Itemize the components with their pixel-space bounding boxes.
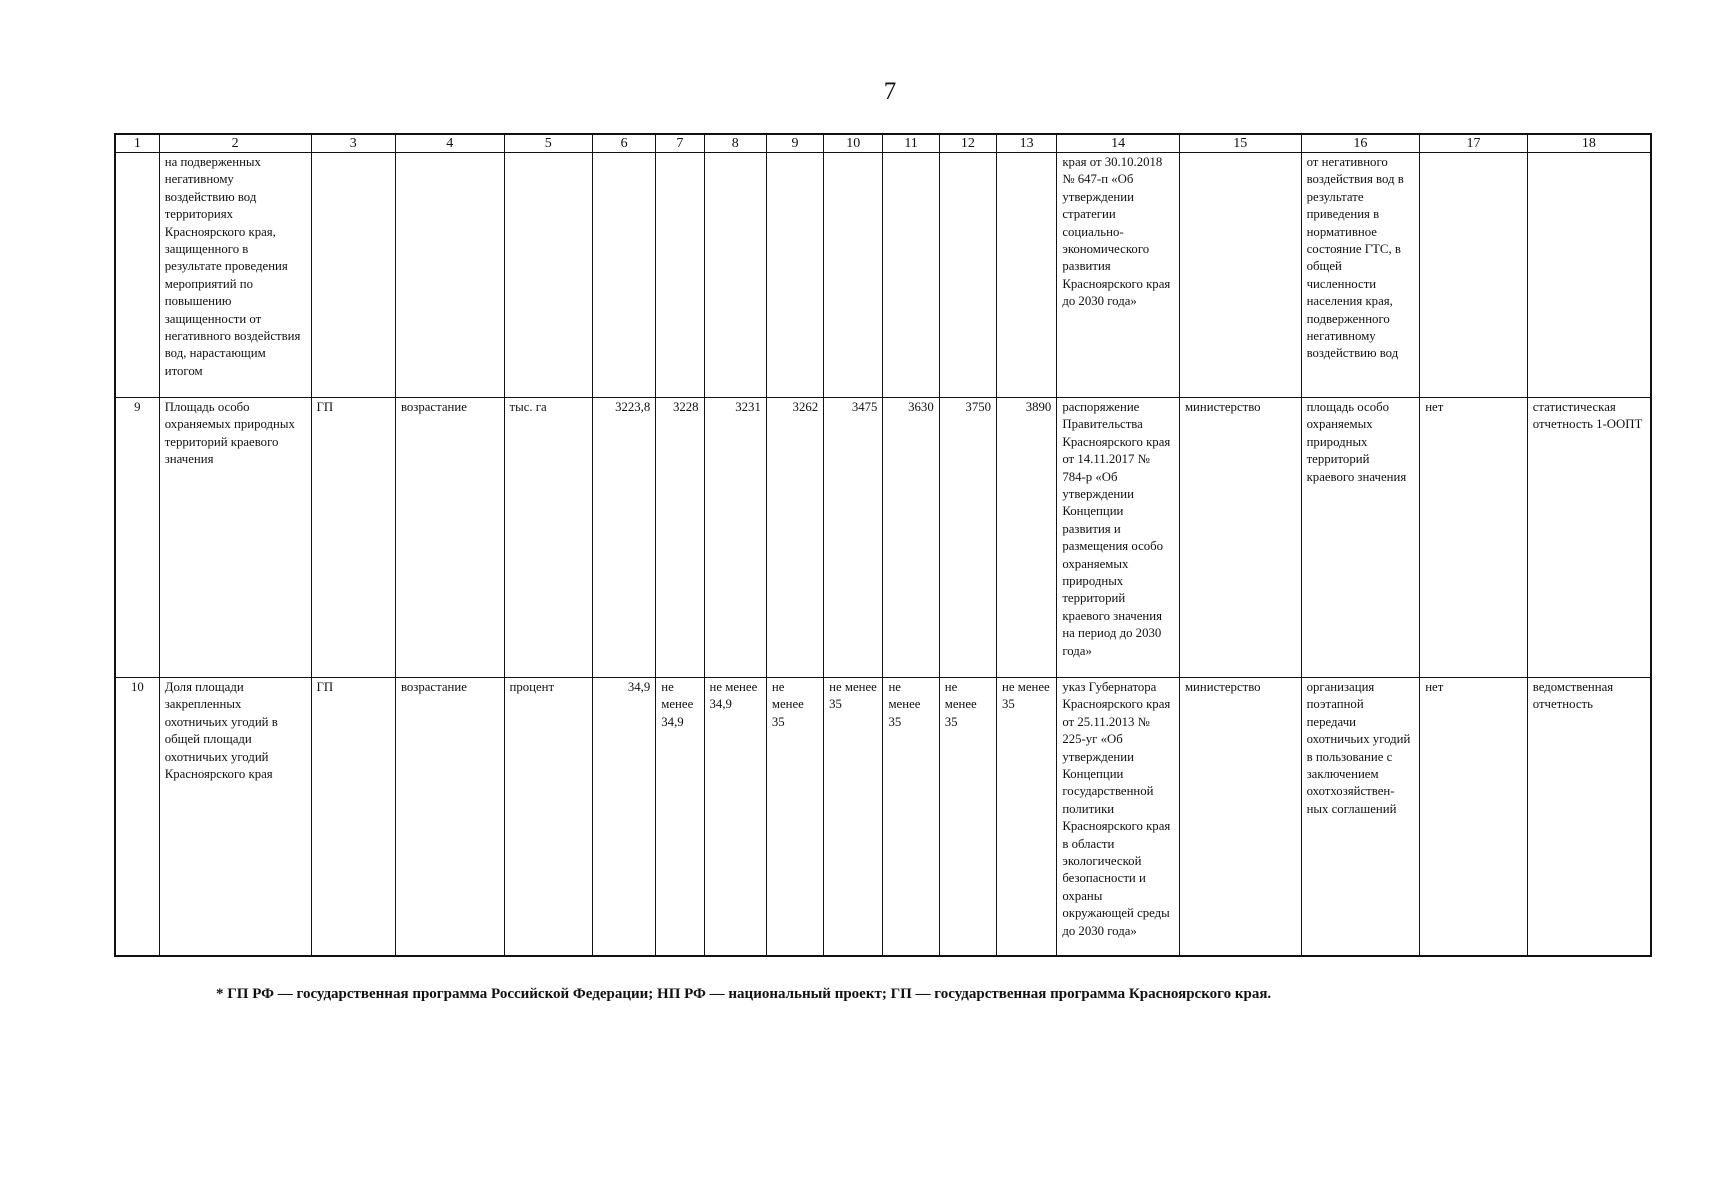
table-cell: не менее 35 (997, 678, 1057, 957)
table-cell: не менее 34,9 (704, 678, 766, 957)
row-number-cell: 10 (115, 678, 159, 957)
header-cell: 3 (311, 134, 395, 153)
footnote: * ГП РФ — государственная программа Российской Федерации; НП РФ — национальный проект; ГП — государственная программа Красноярского края. (216, 986, 1272, 1002)
table-cell (656, 153, 704, 398)
table-cell: возрастание (395, 678, 504, 957)
header-cell: 2 (159, 134, 311, 153)
table-cell: 3630 (883, 398, 939, 678)
table-cell: 3231 (704, 398, 766, 678)
table-cell: 3890 (997, 398, 1057, 678)
page-number: 7 (883, 78, 897, 105)
table-cell: министерство (1179, 398, 1301, 678)
header-cell: 10 (824, 134, 883, 153)
table-cell: не менее 35 (939, 678, 996, 957)
table-cell: не менее 35 (824, 678, 883, 957)
header-cell: 18 (1527, 134, 1651, 153)
table-cell (504, 153, 592, 398)
table-cell: не менее 34,9 (656, 678, 704, 957)
table-cell: 3750 (939, 398, 996, 678)
table-cell: министерство (1179, 678, 1301, 957)
table-cell: нет (1420, 398, 1528, 678)
table-cell: процент (504, 678, 592, 957)
table-cell (883, 153, 939, 398)
header-cell: 15 (1179, 134, 1301, 153)
table-cell: на подверженных негативному воздействию вод территориях Красноярского края, защищенного в результате проведения мероприятий по повышению защищенности от негативного воздействия вод, нарастающим итогом (159, 153, 311, 398)
header-cell: 9 (766, 134, 823, 153)
table-cell (311, 153, 395, 398)
table-cell: организация поэтапной передачи охотничьих угодий в пользование с заключением охотхозяйствен-ных соглашений (1301, 678, 1420, 957)
table-cell: ГП (311, 678, 395, 957)
header-cell: 7 (656, 134, 704, 153)
table-cell: края от 30.10.2018 № 647-п «Об утверждении стратегии социально-экономического развития Красноярского края до 2030 года» (1057, 153, 1180, 398)
table-cell: 34,9 (592, 678, 655, 957)
table-cell: ГП (311, 398, 395, 678)
table-cell: не менее 35 (766, 678, 823, 957)
table-cell: Доля площади закрепленных охотничьих угодий в общей площади охотничьих угодий Красноярского края (159, 678, 311, 957)
table-cell: нет (1420, 678, 1528, 957)
table-cell (592, 153, 655, 398)
header-cell: 11 (883, 134, 939, 153)
table-row (115, 398, 1651, 678)
table-cell: тыс. га (504, 398, 592, 678)
table-cell: площадь особо охраняемых природных территорий краевого значения (1301, 398, 1420, 678)
header-cell: 16 (1301, 134, 1420, 153)
table-cell (997, 153, 1057, 398)
table-cell: 3228 (656, 398, 704, 678)
table-row (115, 153, 1651, 398)
table-cell: возрастание (395, 398, 504, 678)
table-cell: не менее 35 (883, 678, 939, 957)
table-cell (1420, 153, 1528, 398)
table-cell: 3223,8 (592, 398, 655, 678)
table-cell (395, 153, 504, 398)
table-cell (824, 153, 883, 398)
table-row (115, 678, 1651, 957)
header-cell: 12 (939, 134, 996, 153)
table-cell (766, 153, 823, 398)
table-cell: 3262 (766, 398, 823, 678)
table-cell (1179, 153, 1301, 398)
header-row (115, 134, 1651, 153)
table-cell: Площадь особо охраняемых природных территорий краевого значения (159, 398, 311, 678)
row-number-cell: 9 (115, 398, 159, 678)
table-cell: 3475 (824, 398, 883, 678)
header-cell: 8 (704, 134, 766, 153)
header-cell: 4 (395, 134, 504, 153)
table-cell: от негативного воздействия вод в результате приведения в нормативное состояние ГТС, в общей численности населения края, подверженного негативному воздействию вод (1301, 153, 1420, 398)
header-cell: 1 (115, 134, 159, 153)
header-cell: 5 (504, 134, 592, 153)
table-cell: указ Губернатора Красноярского края от 25.11.2013 № 225-уг «Об утверждении Концепции государственной политики Красноярского края в области экологической безопасности и охраны окружающей среды до 2030 года» (1057, 678, 1180, 957)
table-cell (939, 153, 996, 398)
header-cell: 17 (1420, 134, 1528, 153)
indicators-table (114, 133, 1652, 957)
table-cell: ведомственная отчетность (1527, 678, 1651, 957)
header-cell: 13 (997, 134, 1057, 153)
header-cell: 14 (1057, 134, 1180, 153)
table-cell (1527, 153, 1651, 398)
table-cell (115, 153, 159, 398)
table-cell: статистическая отчетность 1-ООПТ (1527, 398, 1651, 678)
table-cell (704, 153, 766, 398)
header-cell: 6 (592, 134, 655, 153)
table-cell: распоряжение Правительства Красноярского края от 14.11.2017 № 784-р «Об утверждении Концепции развития и размещения особо охраняемых природных территорий краевого значения на период до 2030 года» (1057, 398, 1180, 678)
